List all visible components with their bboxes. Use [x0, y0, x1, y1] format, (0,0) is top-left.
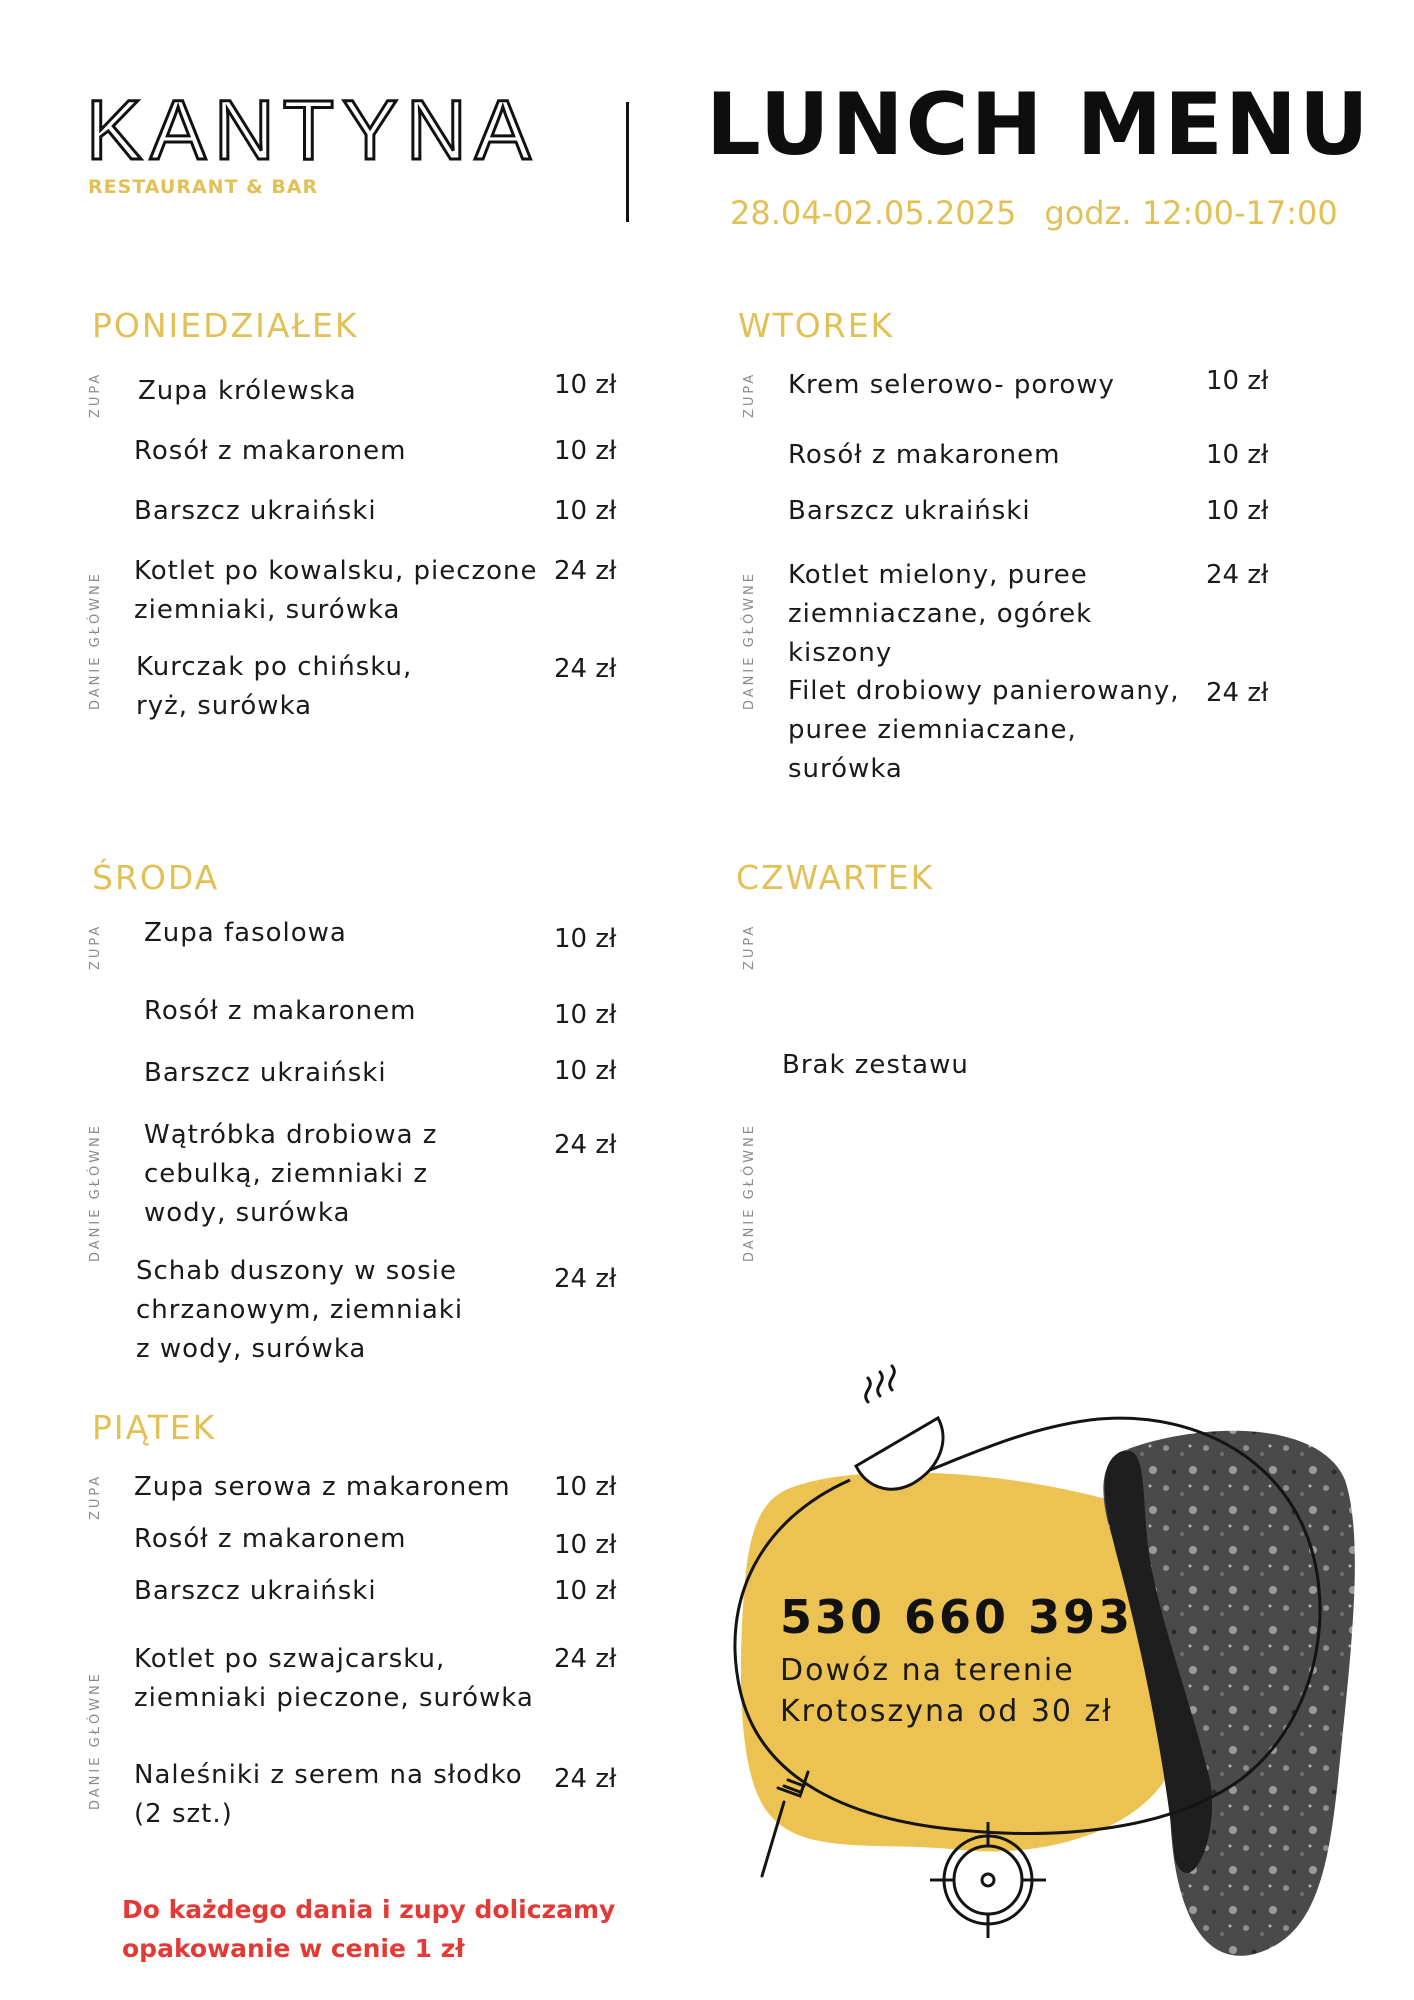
- menu-item: Rosół z makaronem: [144, 996, 417, 1026]
- soup-label: ZUPA: [88, 1473, 103, 1520]
- menu-item: Zupa serowa z makaronem: [134, 1472, 511, 1502]
- menu-price: 10 zł: [1206, 366, 1269, 396]
- page-title: LUNCH MENU: [706, 75, 1371, 175]
- day-heading: PONIEDZIAŁEK: [92, 306, 359, 345]
- menu-price: 24 zł: [1206, 560, 1269, 590]
- menu-price: 24 zł: [554, 1644, 617, 1674]
- menu-item: Schab duszony w sosie chrzanowym, ziemniaki z wody, surówka: [136, 1256, 464, 1364]
- phone-number[interactable]: 530 660 393: [780, 1590, 1134, 1644]
- menu-price: 24 zł: [554, 654, 617, 684]
- soup-label: ZUPA: [88, 923, 103, 970]
- mains-label: DANIE GŁÓWNE: [742, 571, 757, 710]
- mains-label: DANIE GŁÓWNE: [88, 571, 103, 710]
- menu-price: 10 zł: [554, 924, 617, 954]
- menu-item: Rosół z makaronem: [134, 1524, 407, 1554]
- menu-price: 24 zł: [1206, 678, 1269, 708]
- day-heading: PIĄTEK: [92, 1408, 217, 1447]
- bowl-icon: [856, 1366, 943, 1489]
- menu-price: 10 zł: [1206, 496, 1269, 526]
- soup-label: ZUPA: [88, 371, 103, 418]
- soup-label: ZUPA: [742, 923, 757, 970]
- menu-price: 10 zł: [554, 1472, 617, 1502]
- day-heading: WTOREK: [738, 306, 895, 345]
- menu-item: Barszcz ukraiński: [144, 1058, 387, 1088]
- menu-item: Kotlet po szwajcarsku, ziemniaki pieczone, surówka: [134, 1644, 534, 1713]
- menu-price: 10 zł: [554, 436, 617, 466]
- menu-item: Barszcz ukraiński: [788, 496, 1031, 526]
- menu-item: Kotlet po kowalsku, pieczone ziemniaki, surówka: [134, 556, 538, 625]
- menu-item: Zupa fasolowa: [144, 918, 347, 948]
- delivery-info: Dowóz na terenie Krotoszyna od 30 zł: [780, 1653, 1113, 1729]
- no-set-text: Brak zestawu: [782, 1050, 969, 1080]
- menu-item: Filet drobiowy panierowany, puree ziemniaczane, surówka: [788, 676, 1180, 784]
- menu-item: Kotlet mielony, puree ziemniaczane, ogórek kiszony: [788, 560, 1093, 668]
- menu-price: 10 zł: [554, 496, 617, 526]
- brand-subtitle: RESTAURANT & BAR: [88, 176, 319, 198]
- menu-item: Rosół z makaronem: [788, 440, 1061, 470]
- menu-price: 10 zł: [1206, 440, 1269, 470]
- menu-price: 24 zł: [554, 1130, 617, 1160]
- menu-price: 24 zł: [554, 1764, 617, 1794]
- menu-item: Krem selerowo- porowy: [788, 370, 1115, 400]
- menu-item: Barszcz ukraiński: [134, 496, 377, 526]
- menu-item: Naleśniki z serem na słodko (2 szt.): [134, 1760, 523, 1829]
- mains-label: DANIE GŁÓWNE: [742, 1123, 757, 1262]
- menu-price: 10 zł: [554, 370, 617, 400]
- day-heading: CZWARTEK: [736, 858, 935, 897]
- menu-item: Zupa królewska: [138, 376, 357, 406]
- menu-item: Rosół z makaronem: [134, 436, 407, 466]
- menu-price: 10 zł: [554, 1056, 617, 1086]
- menu-item: Kurczak po chińsku, ryż, surówka: [136, 652, 413, 721]
- menu-item: Barszcz ukraiński: [134, 1576, 377, 1606]
- brand-logo: KANTYNA: [86, 83, 539, 177]
- menu-item: Wątróbka drobiowa z cebulką, ziemniaki z wody, surówka: [144, 1120, 438, 1228]
- menu-price: 10 zł: [554, 1576, 617, 1606]
- mains-label: DANIE GŁÓWNE: [88, 1671, 103, 1810]
- menu-price: 10 zł: [554, 1530, 617, 1560]
- menu-price: 24 zł: [554, 556, 617, 586]
- date-range: 28.04-02.05.2025: [730, 194, 1017, 232]
- mains-label: DANIE GŁÓWNE: [88, 1123, 103, 1262]
- menu-price: 24 zł: [554, 1264, 617, 1294]
- day-heading: ŚRODA: [92, 858, 220, 897]
- packaging-note: Do każdego dania i zupy doliczamy opakowanie w cenie 1 zł: [122, 1895, 616, 1963]
- opening-hours: godz. 12:00-17:00: [1044, 194, 1338, 232]
- soup-label: ZUPA: [742, 371, 757, 418]
- menu-price: 10 zł: [554, 1000, 617, 1030]
